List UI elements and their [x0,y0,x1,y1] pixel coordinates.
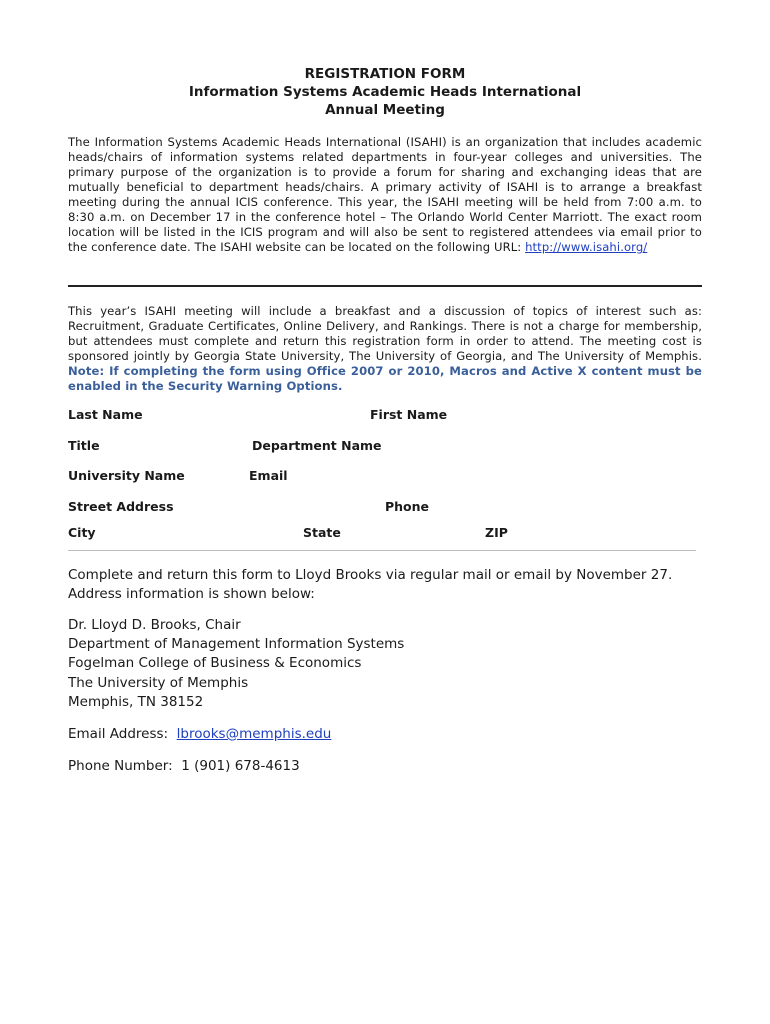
phone-number-label: Phone Number: [68,758,182,774]
street-address-label[interactable]: Street Address [68,499,174,514]
last-name-label[interactable]: Last Name [68,407,143,422]
title-label[interactable]: Title [68,438,100,453]
phone-number-value: 1 (901) 678-4613 [181,758,300,774]
address-line: Department of Management Information Systems [68,636,405,653]
details-text: This year’s ISAHI meeting will include a breakfast and a discussion of topics of interest such as: Recruitment, Graduate Certificates, Online Delivery, and Rankings. There is not a charge for membership, but attendees must complete and return this registration form in order to attend. The meeting cost is sponsored jointly by Georgia State University, The University of Georgia, and The University of Memphis. [68,304,702,363]
section-divider [68,285,702,287]
address-line: Memphis, TN 38152 [68,693,204,710]
email-address-line [68,725,708,744]
return-instructions: Complete and return this form to Lloyd Brooks via regular mail or email by November 27. Address information is shown below: [68,567,673,602]
university-name-label[interactable]: University Name [68,468,185,483]
address-line: The University of Memphis [68,674,249,691]
isahi-website-link[interactable]: http://www.isahi.org/ [525,240,648,254]
email-address-link[interactable]: lbrooks@memphis.edu [176,726,332,742]
organization-name: Information Systems Academic Heads International [188,84,582,100]
state-label[interactable]: State [303,525,341,540]
city-label[interactable]: City [68,525,96,540]
phone-number-line [68,757,708,776]
email-label[interactable]: Email [249,468,288,483]
first-name-label[interactable]: First Name [370,407,448,422]
address-line: Fogelman College of Business & Economics [68,655,362,672]
phone-label[interactable]: Phone [385,499,430,514]
mailing-address [68,616,404,712]
address-line: Dr. Lloyd D. Brooks, Chair [68,617,241,633]
form-title: REGISTRATION FORM [304,66,466,82]
zip-label[interactable]: ZIP [485,525,508,540]
intro-text: The Information Systems Academic Heads International (ISAHI) is an organization that includes academic heads/chairs of information systems related departments in four-year colleges and universities. The primary purpose of the organization is to provide a forum for sharing and exchanging ideas that are mutually beneficial to department heads/chairs. A primary activity of ISAHI is to arrange a breakfast meeting during the annual ICIS conference. This year, the ISAHI meeting will be held from 7:00 a.m. to 8:30 a.m. on December 17 in the conference hotel – The Orlando World Center Marriott. The exact room location will be listed in the ICIS program and will also be sent to registered attendees via email prior to the conference date. The ISAHI website can be located on the following URL: [68,135,702,254]
intro-paragraph [68,135,702,255]
event-name: Annual Meeting [325,102,445,118]
email-address-label: Email Address: [68,726,177,742]
details-paragraph [68,304,702,394]
department-name-label[interactable]: Department Name [252,438,382,453]
office-note: Note: If completing the form using Office 2007 or 2010, Macros and Active X content must be enabled in the Security Warning Options. [68,364,702,393]
form-divider [68,550,696,551]
